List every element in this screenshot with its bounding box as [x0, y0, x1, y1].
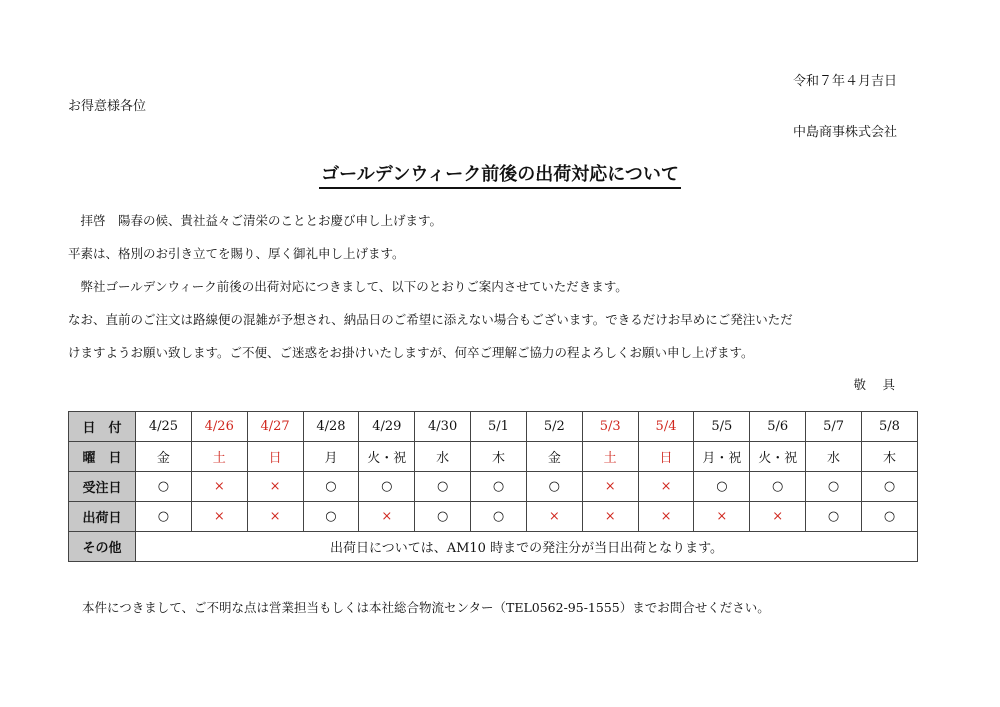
order-mark-cell: ○: [359, 472, 415, 502]
order-mark-cell: ○: [806, 472, 862, 502]
weekday-cell: 土: [191, 442, 247, 472]
order-mark-cell: ×: [247, 472, 303, 502]
ship-mark-cell: ×: [694, 502, 750, 532]
ship-mark-cell: ○: [303, 502, 359, 532]
caution-paragraph-line-1: なお、直前のご注文は路線便の混雑が予想され、納品日のご希望に添えない場合もございます。できるだけお早めにご発注いただ: [68, 312, 793, 327]
weekday-cell: 日: [247, 442, 303, 472]
weekday-cell: 金: [136, 442, 192, 472]
recipient: お得意様各位: [68, 99, 147, 114]
date-row-header: 日 付: [69, 412, 136, 442]
weekday-cell: 木: [861, 442, 917, 472]
closing-phrase: 敬 具: [853, 377, 897, 392]
weekday-cell: 月・祝: [694, 442, 750, 472]
date-cell: 5/7: [806, 412, 862, 442]
date-cell: 5/6: [750, 412, 806, 442]
weekday-cell: 日: [638, 442, 694, 472]
sender-company: 中島商事株式会社: [792, 125, 897, 140]
ship-mark-cell: ×: [750, 502, 806, 532]
ship-mark-cell: ○: [415, 502, 471, 532]
order-mark-cell: ×: [638, 472, 694, 502]
weekday-cell: 水: [415, 442, 471, 472]
order-mark-cell: ○: [471, 472, 527, 502]
weekday-cell: 土: [582, 442, 638, 472]
ship-mark-cell: ○: [471, 502, 527, 532]
weekday-cell: 水: [806, 442, 862, 472]
order-mark-cell: ×: [582, 472, 638, 502]
thanks-paragraph: 平素は、格別のお引き立てを賜り、厚く御礼申し上げます。: [68, 246, 405, 261]
order-mark-cell: ○: [303, 472, 359, 502]
ship-mark-cell: ×: [638, 502, 694, 532]
ship-mark-cell: ○: [806, 502, 862, 532]
date-cell: 5/3: [582, 412, 638, 442]
document-date: 令和７年４月吉日: [792, 74, 897, 89]
date-cell: 5/1: [471, 412, 527, 442]
date-cell: 4/29: [359, 412, 415, 442]
order-mark-cell: ○: [526, 472, 582, 502]
other-row: [69, 532, 918, 562]
weekday-cell: 木: [471, 442, 527, 472]
ship-day-row-header: 出荷日: [69, 502, 136, 532]
order-mark-cell: ○: [861, 472, 917, 502]
ship-day-row: [69, 502, 918, 532]
shipping-schedule-table: [68, 411, 918, 562]
date-cell: 4/30: [415, 412, 471, 442]
ship-mark-cell: ×: [582, 502, 638, 532]
date-cell: 4/28: [303, 412, 359, 442]
weekday-cell: 火・祝: [359, 442, 415, 472]
weekday-row-header: 曜 日: [69, 442, 136, 472]
date-cell: 4/25: [136, 412, 192, 442]
date-cell: 4/27: [247, 412, 303, 442]
greeting-paragraph: 拝啓 陽春の候、貴社益々ご清栄のこととお慶び申し上げます。: [68, 213, 443, 228]
other-row-header: その他: [69, 532, 136, 562]
order-mark-cell: ×: [191, 472, 247, 502]
order-day-row: [69, 472, 918, 502]
notice-paragraph: 弊社ゴールデンウィーク前後の出荷対応につきまして、以下のとおりご案内させていただきます。: [68, 279, 628, 294]
date-cell: 5/8: [861, 412, 917, 442]
ship-mark-cell: ×: [359, 502, 415, 532]
order-mark-cell: ○: [750, 472, 806, 502]
document-title: [0, 160, 1000, 186]
ship-mark-cell: ×: [191, 502, 247, 532]
ship-mark-cell: ×: [526, 502, 582, 532]
weekday-cell: 金: [526, 442, 582, 472]
ship-mark-cell: ×: [247, 502, 303, 532]
date-cell: 5/4: [638, 412, 694, 442]
other-note: 出荷日については、AM10 時までの発注分が当日出荷となります。: [136, 532, 918, 562]
date-cell: 5/5: [694, 412, 750, 442]
ship-mark-cell: ○: [861, 502, 917, 532]
order-mark-cell: ○: [694, 472, 750, 502]
weekday-cell: 月: [303, 442, 359, 472]
order-day-row-header: 受注日: [69, 472, 136, 502]
order-mark-cell: ○: [136, 472, 192, 502]
contact-footer: 本件につきまして、ご不明な点は営業担当もしくは本社総合物流センター（TEL0562-95-1555）までお問合せください。: [82, 600, 770, 615]
document-title-text: ゴールデンウィーク前後の出荷対応について: [319, 164, 681, 189]
order-mark-cell: ○: [415, 472, 471, 502]
weekday-cell: 火・祝: [750, 442, 806, 472]
caution-paragraph-line-2: けますようお願い致します。ご不便、ご迷惑をお掛けいたしますが、何卒ご理解ご協力の程よろしくお願い申し上げます。: [68, 345, 754, 360]
date-cell: 5/2: [526, 412, 582, 442]
ship-mark-cell: ○: [136, 502, 192, 532]
weekday-row: [69, 442, 918, 472]
date-cell: 4/26: [191, 412, 247, 442]
date-row: [69, 412, 918, 442]
